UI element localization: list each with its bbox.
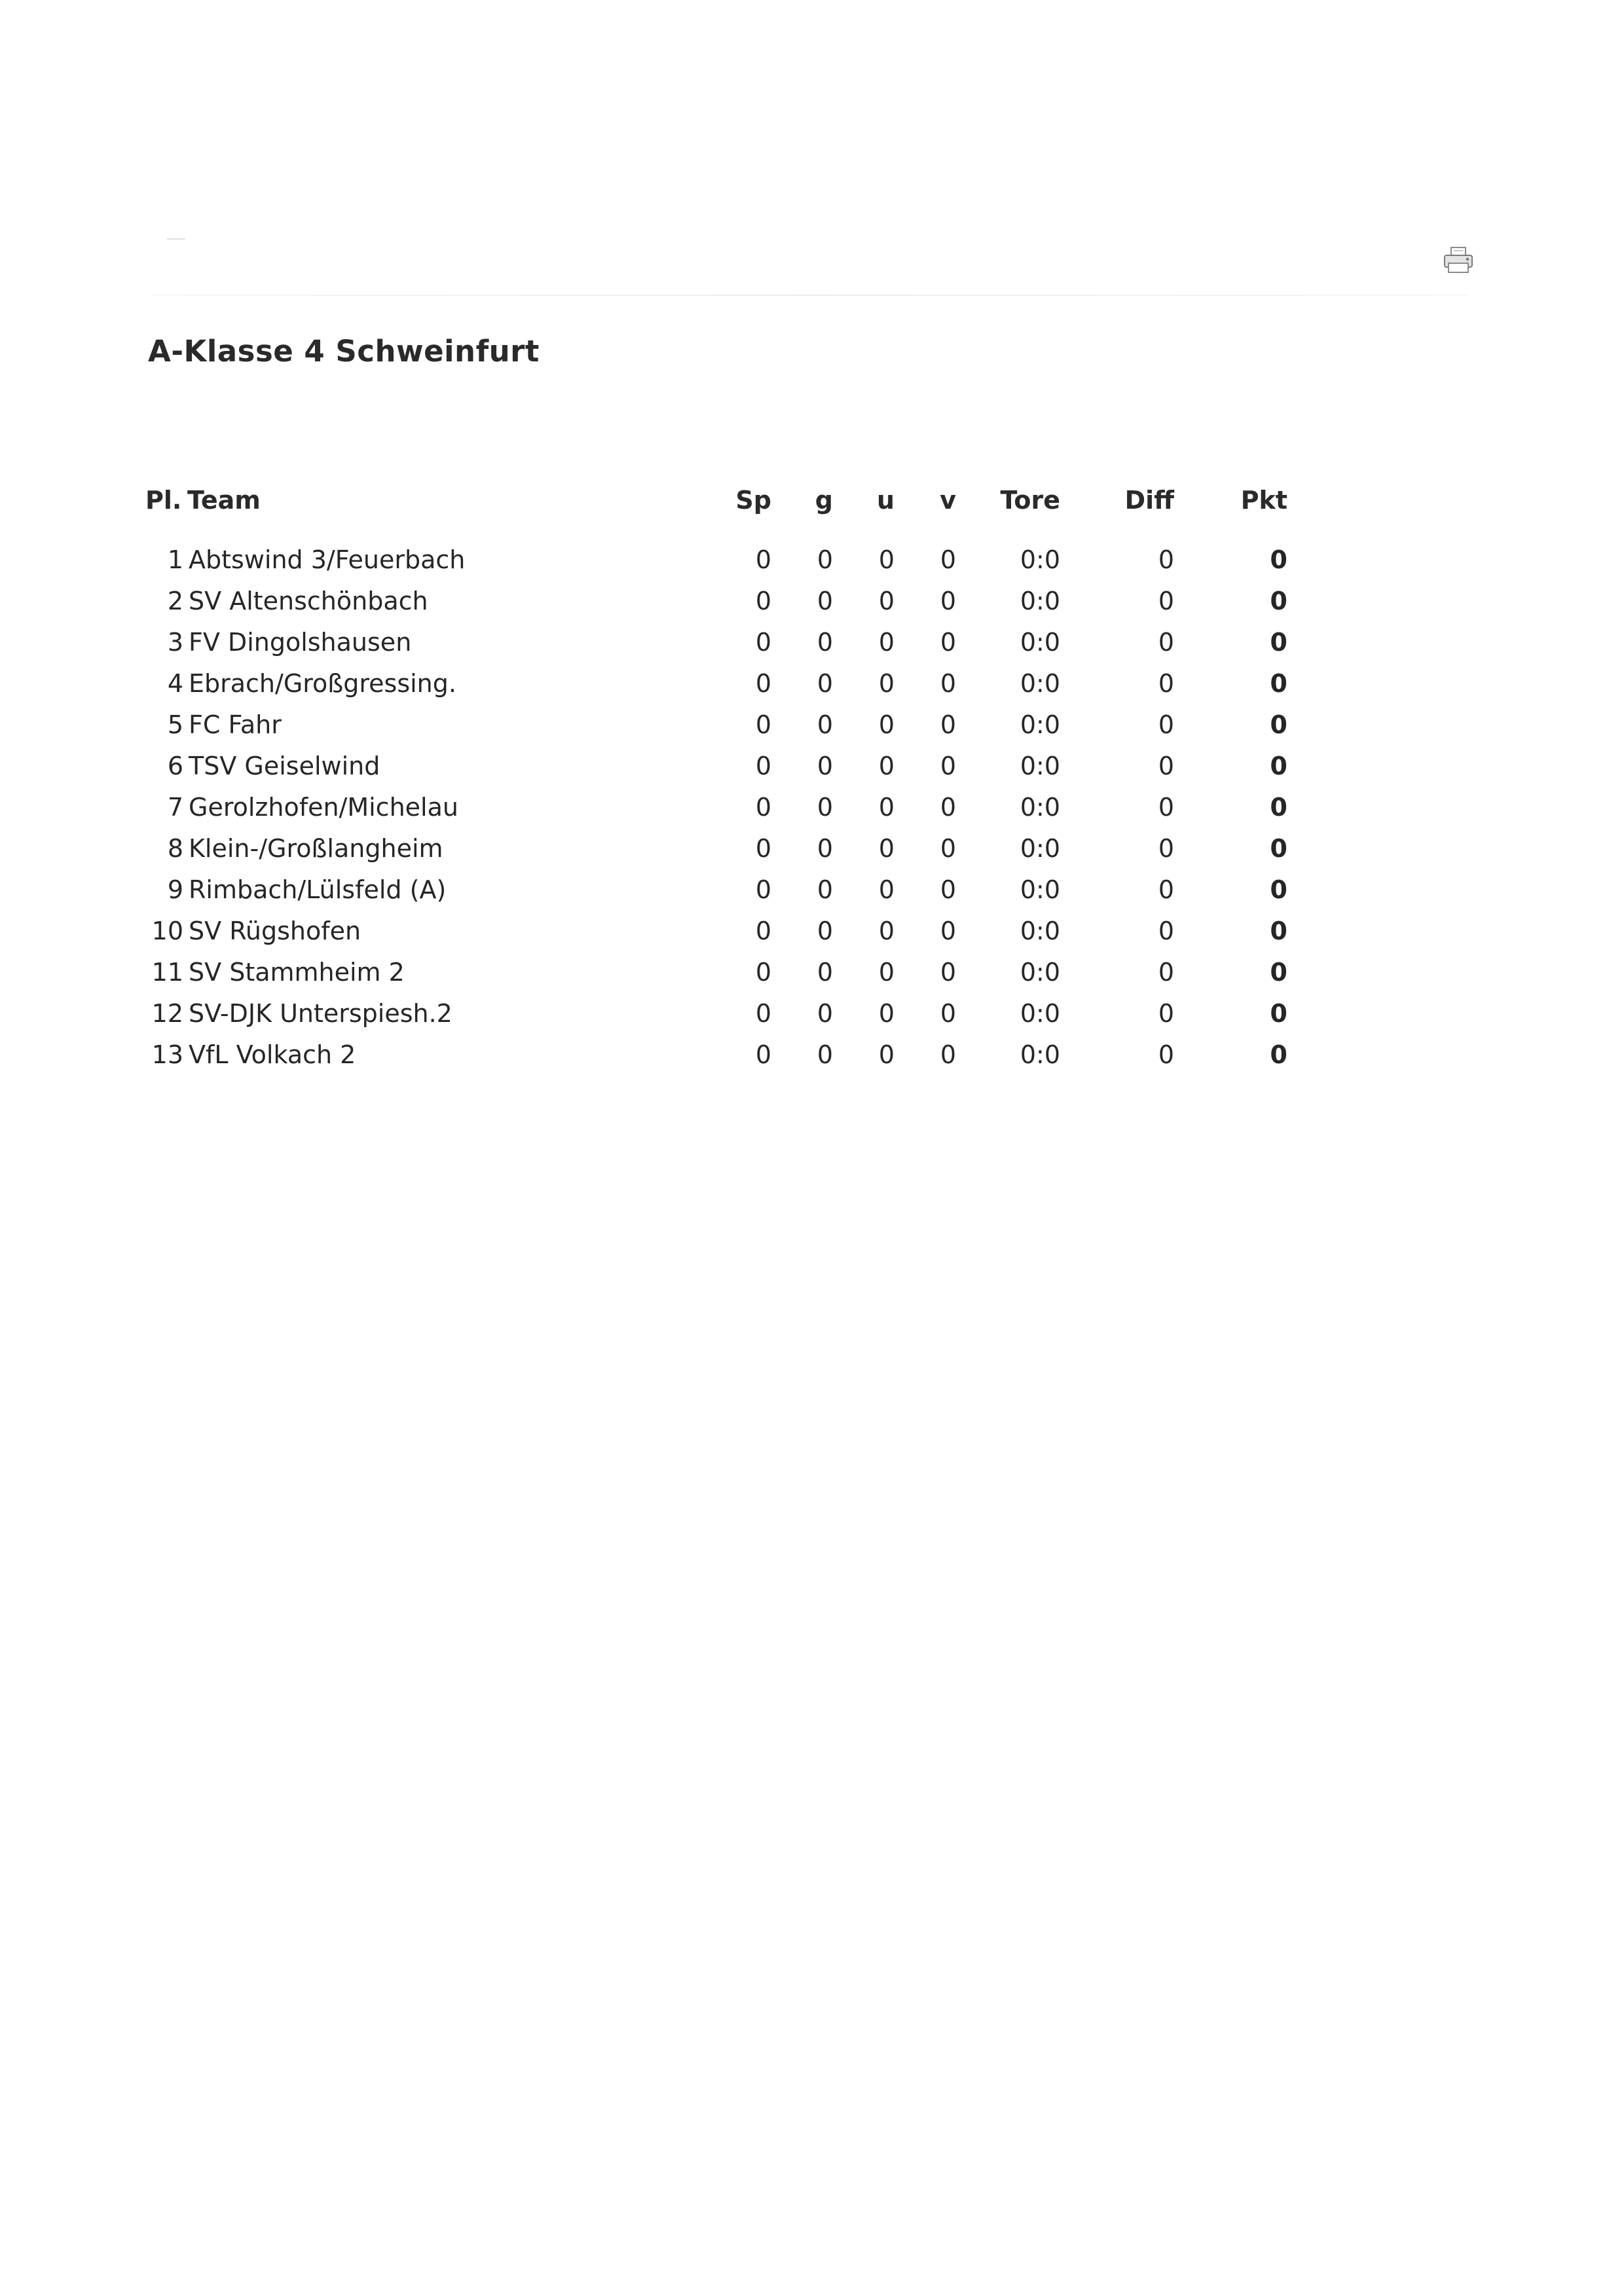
points-cell: 0	[1270, 833, 1287, 863]
rank-cell: 7	[167, 792, 183, 822]
rank-cell: 11	[151, 957, 183, 987]
drawn-cell: 0	[878, 668, 895, 698]
lost-cell: 0	[940, 957, 956, 987]
points-cell: 0	[1270, 751, 1287, 780]
header-u: u	[876, 486, 895, 515]
drawn-cell: 0	[878, 957, 895, 987]
goals-cell: 0:0	[1020, 1040, 1060, 1069]
points-cell: 0	[1270, 792, 1287, 822]
drawn-cell: 0	[878, 545, 895, 574]
drawn-cell: 0	[878, 751, 895, 780]
won-cell: 0	[817, 545, 833, 574]
played-cell: 0	[755, 792, 771, 822]
goals-cell: 0:0	[1020, 751, 1060, 780]
goal-diff-cell: 0	[1158, 710, 1174, 739]
goal-diff-cell: 0	[1158, 586, 1174, 615]
table-row	[145, 910, 1287, 951]
page-title: A-Klasse 4 Schweinfurt	[148, 334, 540, 369]
points-cell: 0	[1270, 586, 1287, 615]
won-cell: 0	[817, 1040, 833, 1069]
lost-cell: 0	[940, 916, 956, 945]
table-header-row	[145, 482, 1287, 519]
played-cell: 0	[755, 627, 771, 657]
played-cell: 0	[755, 751, 771, 780]
faint-mark	[167, 238, 185, 240]
rank-cell: 9	[167, 875, 183, 904]
drawn-cell: 0	[878, 916, 895, 945]
points-cell: 0	[1270, 916, 1287, 945]
won-cell: 0	[817, 751, 833, 780]
header-pkt: Pkt	[1240, 486, 1287, 515]
won-cell: 0	[817, 957, 833, 987]
won-cell: 0	[817, 998, 833, 1028]
goal-diff-cell: 0	[1158, 957, 1174, 987]
lost-cell: 0	[940, 710, 956, 739]
table-row	[145, 539, 1287, 580]
drawn-cell: 0	[878, 586, 895, 615]
won-cell: 0	[817, 710, 833, 739]
points-cell: 0	[1270, 668, 1287, 698]
team-name-cell: SV Stammheim 2	[189, 957, 405, 987]
played-cell: 0	[755, 957, 771, 987]
played-cell: 0	[755, 586, 771, 615]
team-name-cell: VfL Volkach 2	[189, 1040, 356, 1069]
points-cell: 0	[1270, 957, 1287, 987]
goals-cell: 0:0	[1020, 668, 1060, 698]
goal-diff-cell: 0	[1158, 1040, 1174, 1069]
goals-cell: 0:0	[1020, 586, 1060, 615]
goals-cell: 0:0	[1020, 792, 1060, 822]
played-cell: 0	[755, 998, 771, 1028]
team-name-cell: SV-DJK Unterspiesh.2	[189, 998, 452, 1028]
team-name-cell: Abtswind 3/Feuerbach	[189, 545, 466, 574]
table-row	[145, 663, 1287, 704]
table-row	[145, 704, 1287, 745]
goal-diff-cell: 0	[1158, 627, 1174, 657]
team-name-cell: TSV Geiselwind	[189, 751, 380, 780]
header-team: Team	[187, 486, 261, 515]
points-cell: 0	[1270, 1040, 1287, 1069]
drawn-cell: 0	[878, 875, 895, 904]
rank-cell: 2	[167, 586, 183, 615]
goals-cell: 0:0	[1020, 916, 1060, 945]
table-row	[145, 580, 1287, 621]
lost-cell: 0	[940, 998, 956, 1028]
header-pl: Pl.	[145, 486, 182, 515]
team-name-cell: Gerolzhofen/Michelau	[189, 792, 458, 822]
team-name-cell: SV Altenschönbach	[189, 586, 428, 615]
points-cell: 0	[1270, 627, 1287, 657]
goal-diff-cell: 0	[1158, 751, 1174, 780]
lost-cell: 0	[940, 668, 956, 698]
lost-cell: 0	[940, 586, 956, 615]
table-row	[145, 621, 1287, 663]
won-cell: 0	[817, 586, 833, 615]
played-cell: 0	[755, 545, 771, 574]
won-cell: 0	[817, 875, 833, 904]
lost-cell: 0	[940, 875, 956, 904]
team-name-cell: FV Dingolshausen	[189, 627, 412, 657]
played-cell: 0	[755, 1040, 771, 1069]
played-cell: 0	[755, 875, 771, 904]
goals-cell: 0:0	[1020, 875, 1060, 904]
points-cell: 0	[1270, 998, 1287, 1028]
played-cell: 0	[755, 710, 771, 739]
drawn-cell: 0	[878, 792, 895, 822]
team-name-cell: Rimbach/Lülsfeld (A)	[189, 875, 447, 904]
table-row	[145, 951, 1287, 993]
drawn-cell: 0	[878, 627, 895, 657]
goal-diff-cell: 0	[1158, 916, 1174, 945]
team-name-cell: Klein-/Großlangheim	[189, 833, 443, 863]
goals-cell: 0:0	[1020, 833, 1060, 863]
goals-cell: 0:0	[1020, 627, 1060, 657]
drawn-cell: 0	[878, 998, 895, 1028]
lost-cell: 0	[940, 545, 956, 574]
goals-cell: 0:0	[1020, 710, 1060, 739]
points-cell: 0	[1270, 710, 1287, 739]
lost-cell: 0	[940, 1040, 956, 1069]
standings-table	[145, 482, 1287, 1075]
goal-diff-cell: 0	[1158, 545, 1174, 574]
won-cell: 0	[817, 627, 833, 657]
table-spacer	[145, 519, 1287, 539]
table-row	[145, 786, 1287, 828]
goal-diff-cell: 0	[1158, 998, 1174, 1028]
rank-cell: 8	[167, 833, 183, 863]
team-name-cell: Ebrach/Großgressing.	[189, 668, 456, 698]
table-row	[145, 745, 1287, 786]
goal-diff-cell: 0	[1158, 833, 1174, 863]
lost-cell: 0	[940, 751, 956, 780]
goals-cell: 0:0	[1020, 545, 1060, 574]
lost-cell: 0	[940, 833, 956, 863]
lost-cell: 0	[940, 627, 956, 657]
rank-cell: 3	[167, 627, 183, 657]
rank-cell: 10	[151, 916, 183, 945]
played-cell: 0	[755, 833, 771, 863]
table-row	[145, 869, 1287, 910]
drawn-cell: 0	[878, 833, 895, 863]
table-row	[145, 828, 1287, 869]
points-cell: 0	[1270, 545, 1287, 574]
header-tore: Tore	[1000, 486, 1060, 515]
won-cell: 0	[817, 833, 833, 863]
drawn-cell: 0	[878, 710, 895, 739]
rank-cell: 5	[167, 710, 183, 739]
header-v: v	[940, 486, 956, 515]
header-sp: Sp	[735, 486, 771, 515]
drawn-cell: 0	[878, 1040, 895, 1069]
goals-cell: 0:0	[1020, 998, 1060, 1028]
played-cell: 0	[755, 916, 771, 945]
rank-cell: 13	[151, 1040, 183, 1069]
rank-cell: 1	[167, 545, 183, 574]
team-name-cell: FC Fahr	[189, 710, 282, 739]
table-row	[145, 993, 1287, 1034]
goals-cell: 0:0	[1020, 957, 1060, 987]
played-cell: 0	[755, 668, 771, 698]
goal-diff-cell: 0	[1158, 792, 1174, 822]
lost-cell: 0	[940, 792, 956, 822]
header-divider	[151, 295, 1467, 296]
header-diff: Diff	[1124, 486, 1174, 515]
header-g: g	[815, 486, 833, 515]
won-cell: 0	[817, 668, 833, 698]
rank-cell: 4	[167, 668, 183, 698]
goal-diff-cell: 0	[1158, 668, 1174, 698]
printer-icon[interactable]	[1441, 244, 1476, 276]
won-cell: 0	[817, 916, 833, 945]
rank-cell: 12	[151, 998, 183, 1028]
points-cell: 0	[1270, 875, 1287, 904]
rank-cell: 6	[167, 751, 183, 780]
table-row	[145, 1034, 1287, 1075]
team-name-cell: SV Rügshofen	[189, 916, 361, 945]
goal-diff-cell: 0	[1158, 875, 1174, 904]
won-cell: 0	[817, 792, 833, 822]
